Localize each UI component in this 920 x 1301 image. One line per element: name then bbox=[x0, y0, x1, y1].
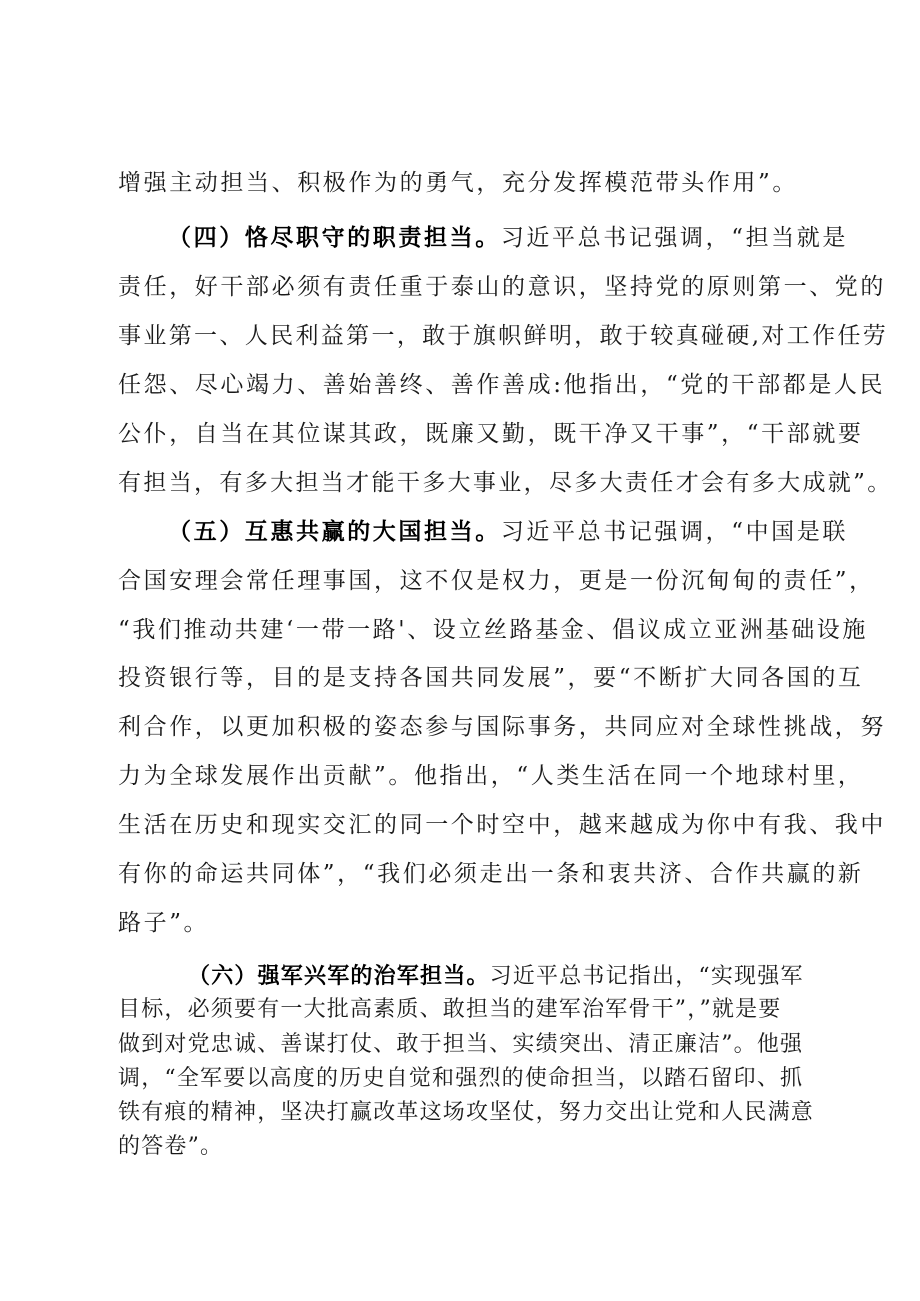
paragraph-line: 公仆，自当在其位谋其政，既廉又勤，既干净又干事”，“干部就要 bbox=[118, 421, 864, 447]
paragraph-line: “我们推动共建‘一带一路'、设立丝路基金、倡议成立亚洲基础设施 bbox=[118, 617, 868, 643]
section-5-first-line bbox=[168, 517, 848, 547]
paragraph-line: 铁有痕的精神，坚决打赢改革这场攻坚仗，努力交出让党和人民满意 bbox=[118, 1100, 815, 1125]
paragraph-line: 任怨、尽心竭力、善始善终、善作善成:他指出，“党的干部都是人民 bbox=[118, 372, 886, 398]
paragraph-line: 投资银行等，目的是支持各国共同发展”，要“不断扩大同各国的互 bbox=[118, 665, 864, 691]
section-4-first-line-text: 习近平总书记强调，“担当就是 bbox=[500, 225, 848, 251]
paragraph-line: 增强主动担当、积极作为的勇气，充分发挥模范带头作用”。 bbox=[118, 170, 798, 196]
paragraph-line: 有担当，有多大担当才能干多大事业，尽多大责任才会有多大成就”。 bbox=[118, 470, 893, 496]
paragraph-line: 力为全球发展作出贡献”。他指出，“人类生活在同一个地球村里， bbox=[118, 763, 864, 789]
section-4-heading: （四）恪尽职守的职责担当。 bbox=[168, 224, 501, 251]
section-5-heading: （五）互惠共赢的大国担当。 bbox=[168, 518, 501, 545]
section-5-first-line-text: 习近平总书记强调，“中国是联 bbox=[500, 519, 848, 545]
section-6-heading: （六）强军兴军的治军担当。 bbox=[188, 963, 490, 989]
section-4-first-line bbox=[168, 223, 848, 253]
paragraph-line: 利合作，以更加积极的姿态参与国际事务，共同应对全球性挑战，努 bbox=[118, 714, 886, 740]
paragraph-line: 做到对党忠诚、善谋打仗、敢于担当、实绩突出、清正廉洁”。他强 bbox=[118, 1032, 804, 1057]
paragraph-line: 调，“全军要以高度的历史自觉和强烈的使命担当，以踏石留印、抓 bbox=[118, 1066, 804, 1091]
paragraph-line: 责任，好干部必须有责任重于泰山的意识，坚持党的原则第一、党的 bbox=[118, 274, 886, 300]
section-6-first-line-text: 习近平总书记指出，“实现强军 bbox=[489, 964, 804, 989]
paragraph-line: 目标，必须要有一大批高素质、敢担当的建军治军骨干”，”就是要 bbox=[118, 997, 782, 1022]
paragraph-line: 路子”。 bbox=[118, 910, 210, 936]
paragraph-line: 合国安理会常任理事国，这不仅是权力，更是一份沉甸甸的责任”， bbox=[118, 568, 875, 594]
paragraph-line: 生活在历史和现实交汇的同一个时空中，越来越成为你中有我、我中 bbox=[118, 812, 886, 838]
paragraph-line: 事业第一、人民利益第一，敢于旗帜鲜明，敢于较真碰硬,对工作任劳 bbox=[118, 323, 889, 349]
paragraph-line: 有你的命运共同体”，“我们必须走出一条和衷共济、合作共赢的新 bbox=[118, 861, 864, 887]
section-6-first-line bbox=[188, 961, 804, 992]
paragraph-line: 的答卷”。 bbox=[118, 1134, 224, 1159]
